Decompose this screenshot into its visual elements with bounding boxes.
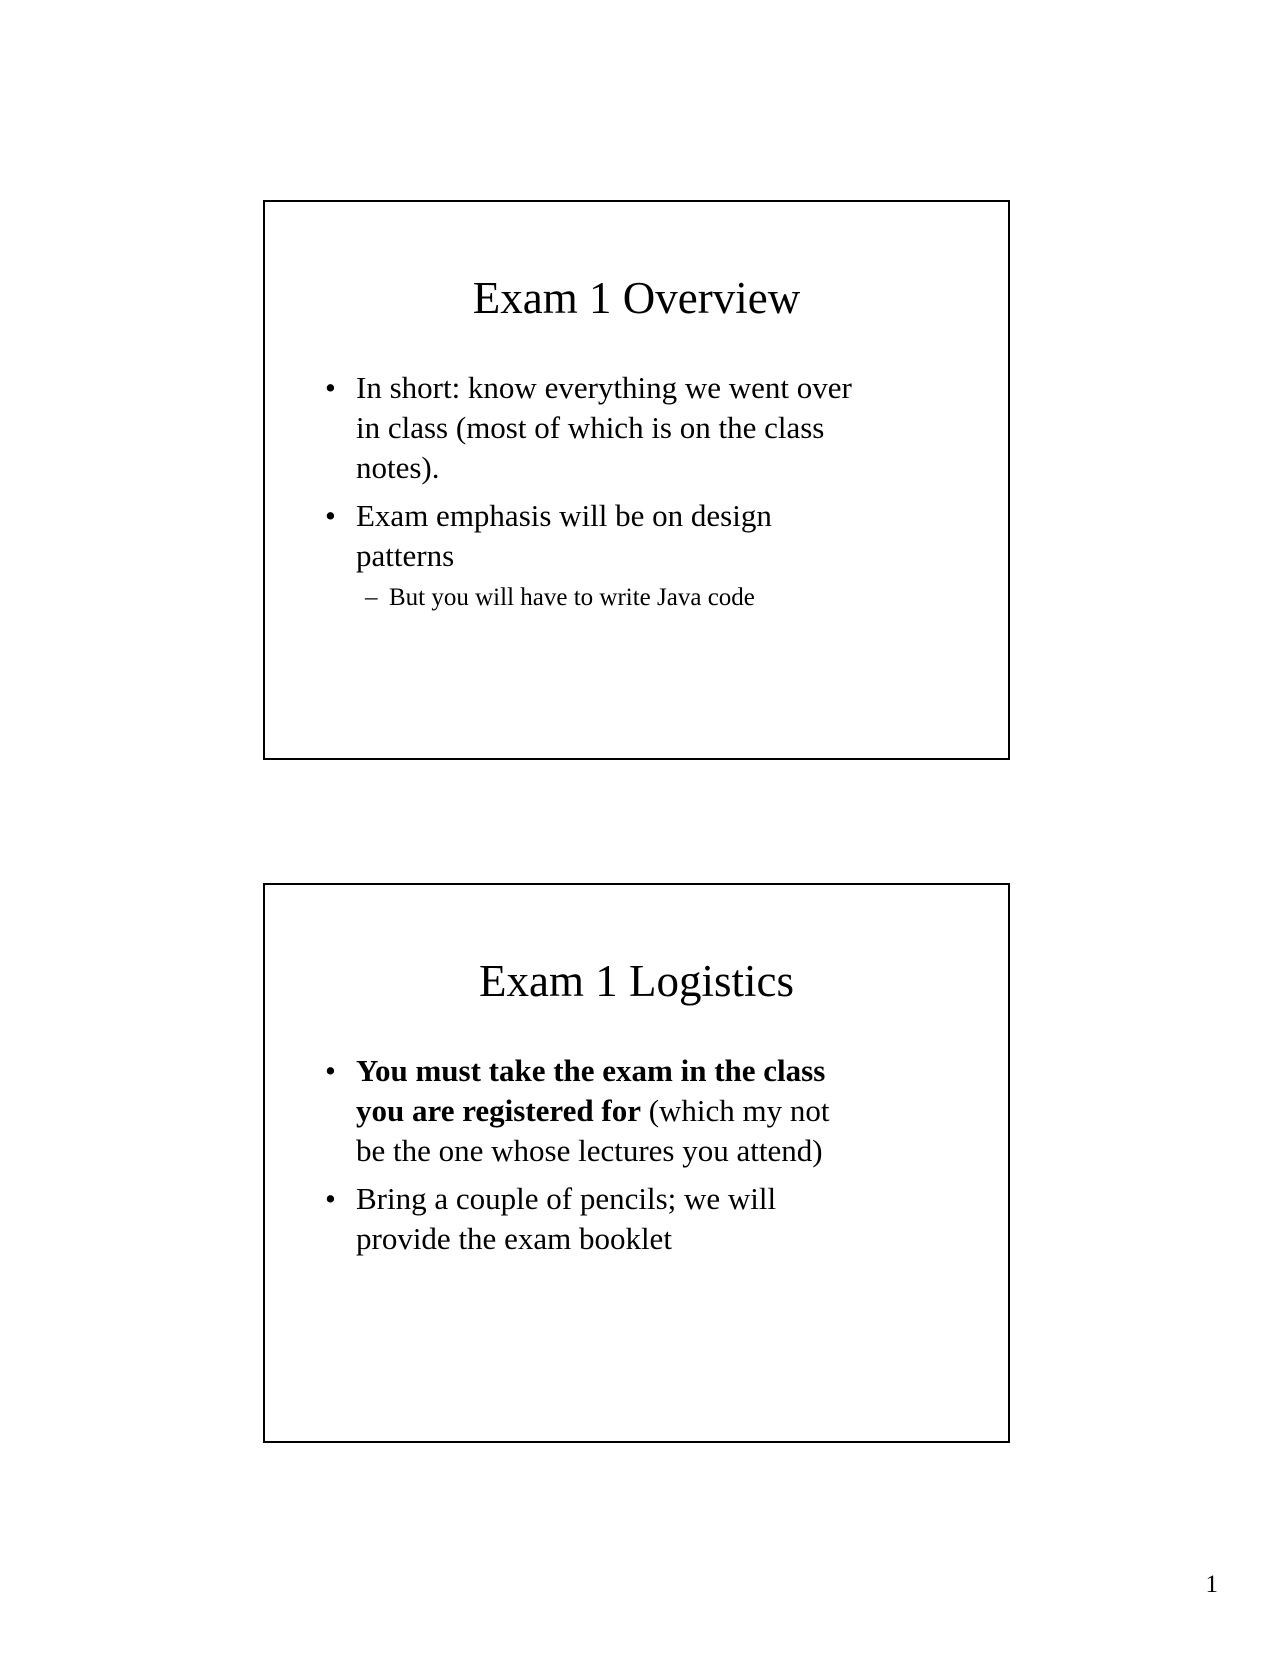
slide-exam-overview [263, 200, 1010, 760]
bullet-item [265, 368, 865, 488]
bullet-list [265, 368, 865, 614]
bullet-item [265, 1051, 865, 1171]
page-number: 1 [1205, 1571, 1218, 1598]
bullet-icon: • [325, 1053, 336, 1088]
dash-icon: – [365, 584, 378, 611]
bullet-text: (which my not be the one whose lectures you attend) [356, 1093, 830, 1168]
bullet-text: In short: know everything we went over in class (most of which is on the class notes). [356, 370, 852, 485]
bullet-text: Bring a couple of pencils; we will provide the exam booklet [356, 1181, 777, 1256]
sub-bullet-item [265, 582, 865, 614]
bullet-list [265, 1051, 865, 1267]
bullet-bold-text: You must take the exam in the class you are registered for [356, 1053, 826, 1128]
slide-title: Exam 1 Logistics [479, 956, 794, 1006]
bullet-item [265, 1179, 865, 1259]
slide-title: Exam 1 Overview [472, 273, 801, 323]
bullet-text: Exam emphasis will be on design patterns [356, 498, 772, 573]
bullet-icon: • [325, 1181, 336, 1216]
bullet-item [265, 496, 865, 576]
sub-bullet-text: But you will have to write Java code [389, 584, 755, 611]
bullet-icon: • [325, 498, 336, 533]
bullet-icon: • [325, 370, 336, 405]
slide-exam-logistics [263, 883, 1010, 1443]
